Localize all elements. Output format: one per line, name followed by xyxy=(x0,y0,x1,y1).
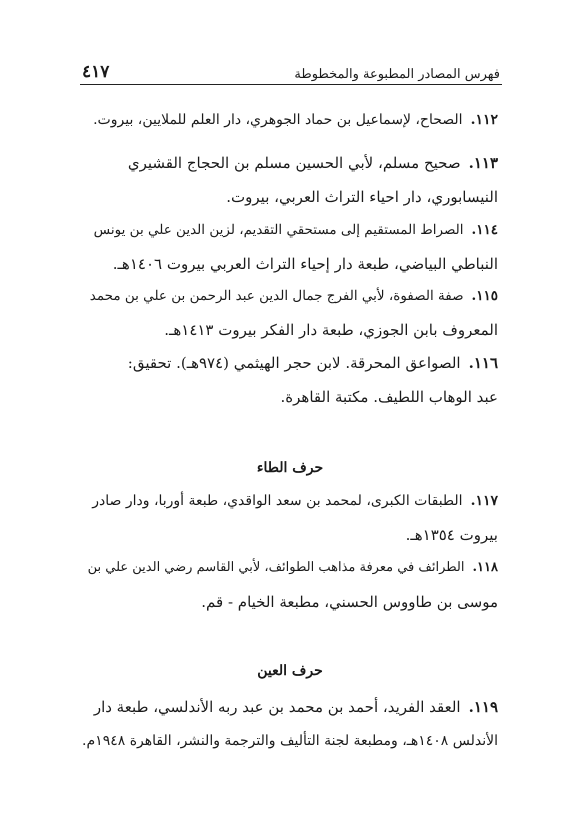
running-title: فهرس المصادر المطبوعة والمخطوطة xyxy=(294,67,500,82)
entry-number: ١١٣. xyxy=(468,154,498,172)
entry-line: ١١٤.الصراط المستقيم إلى مستحقي التقديم، لزين الدين علي بن يونس xyxy=(93,222,498,238)
header-rule xyxy=(80,84,502,85)
entry-number: ١١٧. xyxy=(470,493,498,509)
entry-line: ١١٣.صحيح مسلم، لأبي الحسين مسلم بن الحجاج القشيري xyxy=(127,154,498,172)
entry-line: النيسابوري، دار احياء التراث العربي، بيروت. xyxy=(226,188,498,206)
entry-line: ١١٥.صفة الصفوة، لأبي الفرج جمال الدين عبد الرحمن بن علي بن محمد xyxy=(89,288,498,304)
entry-number: ١١٨. xyxy=(472,560,498,575)
section-heading-ayn: حرف العين xyxy=(257,663,323,679)
entry-number: ١١٥. xyxy=(471,288,498,304)
reference-entry-119 xyxy=(82,690,498,758)
reference-entry-116 xyxy=(82,346,498,414)
entry-line: ١١٩.العقد الفريد، أحمد بن محمد بن عبد ربه الأندلسي، طبعة دار xyxy=(93,698,498,716)
entry-line: ١١٢.الصحاح، لإسماعيل بن حماد الجوهري، دار العلم للملايين، بيروت. xyxy=(93,112,498,128)
entry-line: الأندلس ١٤٠٨هـ، ومطبعة لجنة التأليف والترجمة والنشر، القاهرة ١٩٤٨م. xyxy=(82,733,498,749)
entry-number: ١١٢. xyxy=(470,112,498,128)
reference-entry-118 xyxy=(82,551,498,619)
reference-entry-112 xyxy=(82,103,498,137)
entry-number: ١١٩. xyxy=(468,698,498,716)
reference-entry-114 xyxy=(82,213,498,281)
entry-number: ١١٤. xyxy=(471,222,498,238)
entry-line: ١١٧.الطبقات الكبرى، لمحمد بن سعد الواقدي، طبعة أوربا، ودار صادر xyxy=(92,493,498,509)
entry-line: المعروف بابن الجوزي، طبعة دار الفكر بيروت ١٤١٣هـ. xyxy=(164,321,498,339)
reference-entry-117 xyxy=(82,484,498,552)
page-header xyxy=(82,58,500,82)
entry-line: بيروت ١٣٥٤هـ. xyxy=(405,526,498,544)
entry-line: ١١٨.الطرائف في معرفة مذاهب الطوائف، لأبي القاسم رضي الدين علي بن xyxy=(87,560,498,575)
section-heading-taa: حرف الطاء xyxy=(256,460,324,476)
entry-line: ١١٦.الصواعق المحرقة. لابن حجر الهيثمي (٩٧٤هـ). تحقيق: xyxy=(127,354,498,372)
entry-line: موسى بن طاووس الحسني، مطبعة الخيام - قم. xyxy=(201,593,498,611)
reference-entry-115 xyxy=(82,279,498,347)
page-number: ٤١٧ xyxy=(82,62,110,82)
entry-number: ١١٦. xyxy=(468,354,498,372)
reference-entry-113 xyxy=(82,146,498,214)
entry-line: النباطي البياضي، طبعة دار إحياء التراث العربي بيروت ١٤٠٦هـ. xyxy=(112,255,498,273)
entry-line: عبد الوهاب اللطيف. مكتبة القاهرة. xyxy=(280,388,498,406)
